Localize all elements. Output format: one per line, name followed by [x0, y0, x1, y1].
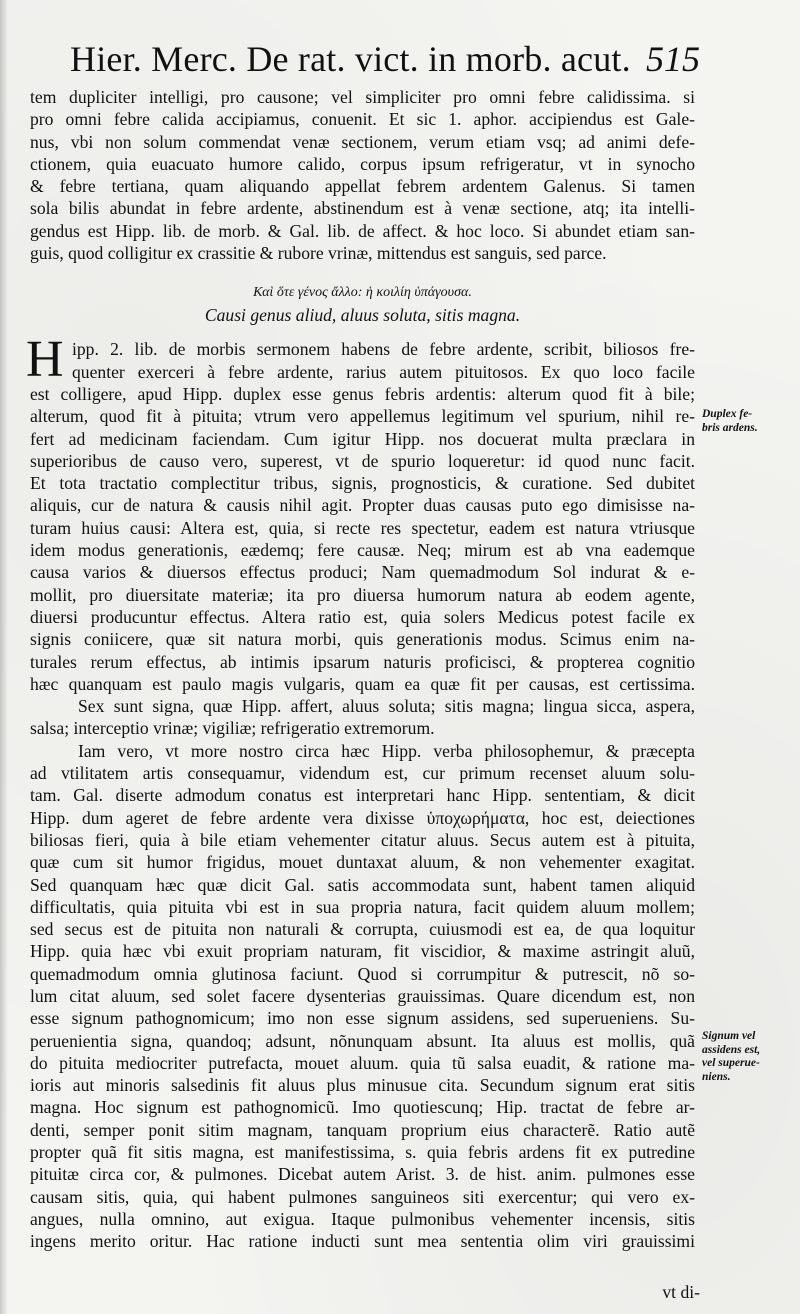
- text-line: quenter exerceri à febre ardente, rarius autem pituitosos. Ex quo loco facile: [72, 361, 695, 382]
- text-line: diuersi producuntur effectus. Altera ratio est, quia solers Medicus potest facile ex: [30, 606, 695, 627]
- margin-note-duplex: Duplex fe- bris ardens.: [702, 408, 758, 434]
- text-line: salsa; interceptio vrinæ; vigiliæ; refrigeratio extremorum.: [30, 718, 435, 739]
- text-line: quemadmodum omnia glutinosa faciunt. Quod si corrumpitur & putrescit, nõ so-: [30, 963, 695, 984]
- text-line: turales rerum effectus, ab intimis ipsarum naturis proficisci, & propterea cognitio: [30, 651, 695, 672]
- text-line: aliquis, cur de natura & causis nihil agit. Propter duas causas puto ego dimisisse na-: [30, 495, 695, 516]
- text-line: Iam vero, vt more nostro circa hæc Hipp. verba philosophemur, & præcepta: [78, 740, 695, 761]
- margin-note-signum: Signum vel assidens est, vel superue- niens.: [702, 1030, 761, 1083]
- page-gutter-shadow: [0, 0, 8, 1314]
- text-line: sed secus est de pituita non naturali & corrupta, cuiusmodi est ea, de qua loquitur: [30, 919, 695, 940]
- text-line: tem dupliciter intelligi, pro causone; vel simpliciter pro omni febre calidissima. si: [30, 87, 695, 107]
- latin-section-heading: Causi genus aliud, aluus soluta, sitis magna.: [204, 305, 521, 326]
- text-line: lum citat aluum, sed solet facere dysenterias grauissimas. Quare dicendum est, non: [30, 985, 695, 1006]
- text-line: superioribus de causo vero, superest, vt de spurio loqueretur: id quod nunc facit.: [30, 450, 695, 471]
- text-line: fert ad medicinam faciendam. Cum igitur Hipp. nos docuerat multa præclara in: [30, 428, 695, 449]
- text-line: nus, vbi non solum commendat venæ sectionem, verum etiam vsq; ad animi defe-: [30, 131, 695, 152]
- text-line: pro omni febre calida accipiamus, conuenit. Et sic 1. aphor. accipiendus est Gale-: [30, 109, 695, 130]
- paragraph-with-dropcap: [26, 331, 695, 389]
- running-title: Hier. Merc. De rat. vict. in morb. acut.: [70, 39, 631, 79]
- text-line: Et tota tractatio complectitur tribus, signis, prognosticis, & curatione. Sed dubitet: [30, 473, 695, 494]
- text-line: biliosas fieri, quia à bile etiam vehementer citatur aluus. Secus autem est à pituita,: [30, 829, 695, 850]
- text-line: guis, quod colligitur ex crassitie & rubore vrinæ, mittendus est sanguis, sed parce.: [30, 243, 607, 264]
- text-line: Hipp. quia hæc vbi exuit propriam naturam, fit viscidior, & maxime astringit aluũ,: [30, 941, 695, 962]
- text-line: ingens merito oritur. Hac ratione inducti sunt mea sententia olim viri grauissimi: [30, 1231, 695, 1252]
- text-line: ctionem, quia euacuato humore calido, corpus ipsum refrigeratur, vt in synocho: [30, 153, 695, 174]
- text-line: tam. Gal. diserte admodum conatus est interpretari hanc Hipp. sententiam, & dicit: [30, 785, 695, 806]
- text-line: do pituita mediocriter putrefacta, mouet aluum. quia tũ salsa euadit, & ratione ma-: [30, 1052, 695, 1073]
- text-line: angues, nulla omnino, aut exigua. Itaque pulmonibus vehementer incensis, sitis: [30, 1208, 695, 1229]
- text-line: causam sitis, quia, qui habent pulmones sanguineos siti exercentur; qui vero ex-: [30, 1186, 695, 1207]
- text-line: turam huius causi: Altera est, quia, si recte res spectetur, eadem est natura vtriusque: [30, 517, 695, 538]
- greek-section-heading: Καὶ ὅτε γένος ἄλλο: ἡ κοιλίη ὑπάγουσα.: [253, 285, 472, 301]
- text-line: signis coniicere, quæ sit natura morbi, quis generationis modus. Scimus enim na-: [30, 629, 695, 650]
- text-line: quæ cum sit humor frigidus, mouet duntaxat aluum, & non vehementer exagitat.: [30, 852, 695, 873]
- text-line: ioris aut minoris salsedinis fit aluus plus minusue cita. Secundum signum erat sitis: [30, 1075, 695, 1096]
- text-line: propter quã fit sitis magna, est manifestissima, s. quia febris ardens fit ex putredine: [30, 1142, 695, 1163]
- text-line: esse signum pathognomicum; imo non esse signum assidens, sed superueniens. Su-: [30, 1008, 695, 1029]
- text-line: peruenientia signa, quandoq; adsunt, nõnunquam absunt. Ita aluus est mollis, quã: [30, 1030, 695, 1051]
- text-line: & febre tertiana, quam aliquando appellat febrem ardentem Galenus. Si tamen: [30, 176, 695, 197]
- text-line: difficultatis, quia pituita vbi est in sua propria natura, facit quidem aluum mollem;: [30, 896, 695, 917]
- text-line: ipp. 2. lib. de morbis sermonem habens de febre ardente, scribit, biliosos fre-: [72, 339, 695, 360]
- text-line: ad vtilitatem artis consequamur, videndum est, cur primum recenset aluum solu-: [30, 763, 695, 784]
- text-line: Hipp. dum ageret de febre ardente vera dixisse ὑποχωρήματα, hoc est, deiectiones: [30, 807, 695, 828]
- text-line: Sex sunt signa, quæ Hipp. affert, aluus soluta; sitis magna; lingua sicca, aspera,: [78, 696, 695, 717]
- text-line: denti, semper ponit sitim magnam, tanquam proprium eius characterẽ. Ratio autẽ: [30, 1119, 695, 1140]
- main-text: [26, 86, 695, 1253]
- catchword: vt di-: [662, 1282, 700, 1302]
- text-line: idem modus generationis, eædemq; fere causæ. Neq; mirum est ab vna eademque: [30, 540, 695, 561]
- text-line: causa varios & diuersos effectus produci; Nam quemadmodum Sol indurat & e-: [30, 562, 695, 583]
- text-line: alterum, quod fit à pituita; vtrum vero appellemus legitimum vel spurium, nihil re-: [30, 406, 695, 427]
- text-line: hæc quanquam est paulo magis vulgaris, quam ea quæ fit per causas, est certissima.: [30, 673, 695, 694]
- drop-capital: H: [26, 331, 64, 389]
- text-line: mollit, pro diuersitate materiæ; ita pro diuersa humorum natura ab eodem agente,: [30, 584, 695, 605]
- page-number: 515: [646, 39, 700, 79]
- text-line: Sed quanquam hæc quæ dicit Gal. satis accommodata sunt, habent tamen aliquid: [30, 874, 695, 895]
- text-line: sola bilis abundat in febre ardente, abstinendum est à venæ sectione, atq; ita intelli-: [30, 198, 695, 219]
- text-line: gendus est Hipp. lib. de morb. & Gal. lib. de affect. & hoc loco. Si abundet etiam san-: [30, 220, 695, 241]
- text-line: est colligere, apud Hipp. duplex esse genus febris ardentis: alterum quod fit à bile;: [30, 383, 695, 404]
- text-line: pituitæ circa cor, & pulmones. Dicebat autem Arist. 3. de hist. anim. pulmones esse: [30, 1164, 695, 1185]
- text-line: magna. Hoc signum est pathognomicũ. Imo quotiescunq; Hip. tractat de febre ar-: [30, 1097, 695, 1118]
